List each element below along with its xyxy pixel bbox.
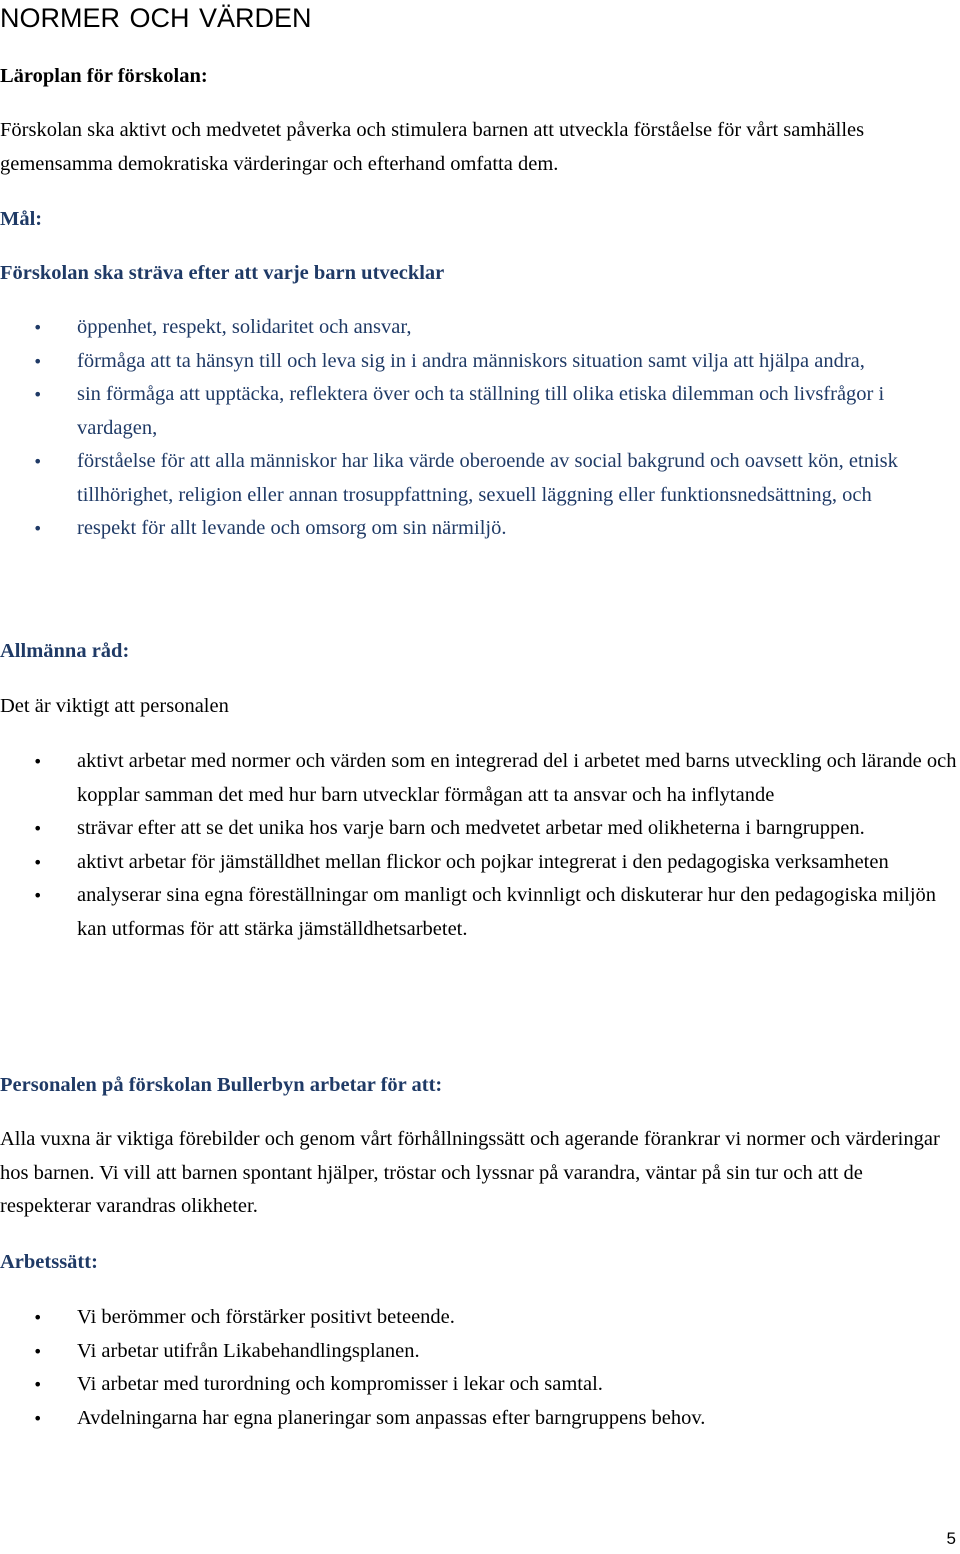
- list-item: • analyserar sina egna föreställningar om manligt och kvinnligt och diskuterar hur den pedagogiska miljön kan utformas för att stärka jämställdhetsarbetet.: [0, 879, 959, 946]
- arbetssatt-list: [0, 1301, 960, 1435]
- bullet-icon: •: [33, 519, 43, 538]
- bullet-icon: •: [33, 452, 43, 471]
- list-item: • förståelse för att alla människor har lika värde oberoende av social bakgrund och oavsett kön, etnisk tillhörighet, religion eller annan trosuppfattning, sexuell läggning eller funktionsnedsättning, och: [0, 445, 959, 512]
- laroplan-text: Förskolan ska aktivt och medvetet påverka och stimulera barnen att utveckla förståelse för vårt samhälles gemensamma demokratiska värderingar och efterhand omfatta dem.: [0, 119, 865, 175]
- bullet-icon: •: [33, 1375, 43, 1394]
- list-item: • förmåga att ta hänsyn till och leva sig in i andra människors situation samt vilja att hjälpa andra,: [0, 345, 959, 379]
- bullet-icon: •: [33, 1408, 43, 1428]
- allmanna-rad-heading: Allmänna råd:: [0, 640, 130, 662]
- bullet-icon: •: [33, 351, 43, 371]
- list-item: • respekt för allt levande och omsorg om sin närmiljö.: [0, 512, 959, 546]
- list-item: • Vi arbetar utifrån Likabehandlingsplanen.: [0, 1335, 959, 1369]
- bullet-icon: •: [33, 819, 43, 838]
- list-item: • Avdelningarna har egna planeringar som anpassas efter barngruppens behov.: [0, 1402, 959, 1436]
- mal-intro: Förskolan ska sträva efter att varje barn utvecklar: [0, 262, 445, 284]
- list-item: • aktivt arbetar med normer och värden som en integrerad del i arbetet med barns utveckling och lärande och kopplar samman det med hur barn utvecklar förmågan att ta ansvar och ha inflytande: [0, 745, 959, 812]
- laroplan-heading: Läroplan för förskolan:: [0, 65, 208, 87]
- bullet-icon: •: [33, 852, 43, 872]
- bullet-icon: •: [33, 1308, 43, 1327]
- document-title: NORMER OCH VÄRDEN: [0, 3, 312, 33]
- bullet-icon: •: [33, 1341, 43, 1361]
- list-item: • strävar efter att se det unika hos varje barn och medvetet arbetar med olikheterna i barngruppen.: [0, 812, 959, 846]
- list-item: • aktivt arbetar för jämställdhet mellan flickor och pojkar integrerat i den pedagogiska verksamheten: [0, 846, 959, 880]
- page-number: 5: [946, 1529, 956, 1548]
- list-item: • Vi berömmer och förstärker positivt beteende.: [0, 1301, 959, 1335]
- bullet-icon: •: [33, 886, 43, 905]
- arbetssatt-heading: Arbetssätt:: [0, 1251, 98, 1273]
- mal-heading: Mål:: [0, 208, 43, 230]
- list-item: • Vi arbetar med turordning och kompromisser i lekar och samtal.: [0, 1368, 959, 1402]
- mal-list: [0, 311, 960, 546]
- bullet-icon: •: [33, 752, 43, 771]
- bullet-icon: •: [33, 385, 43, 404]
- list-item: • öppenhet, respekt, solidaritet och ansvar,: [0, 311, 959, 345]
- allmanna-rad-list: [0, 745, 960, 946]
- personalen-text: Alla vuxna är viktiga förebilder och genom vårt förhållningssätt och agerande förankrar vi normer och värderingar hos barnen. Vi vill att barnen spontant hjälper, tröstar och lyssnar på varandra, väntar på sin tur och att de respekterar varandras olikheter.: [0, 1128, 940, 1217]
- list-item: • sin förmåga att upptäcka, reflektera över och ta ställning till olika etiska dilemman och livsfrågor i vardagen,: [0, 378, 959, 445]
- personalen-heading: Personalen på förskolan Bullerbyn arbetar för att:: [0, 1074, 443, 1096]
- bullet-icon: •: [33, 318, 43, 337]
- allmanna-rad-intro: Det är viktigt att personalen: [0, 695, 229, 717]
